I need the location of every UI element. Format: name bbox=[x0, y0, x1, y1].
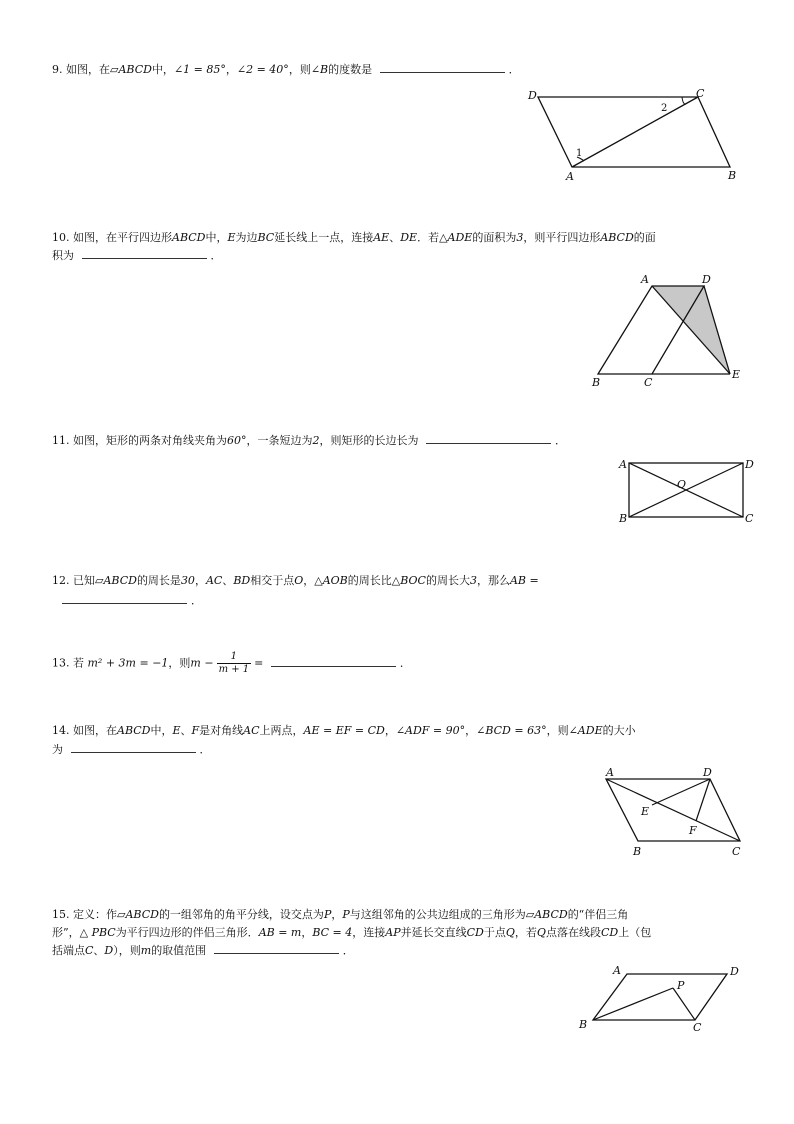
text: ．若 bbox=[417, 231, 440, 244]
question-14-line-2 bbox=[52, 738, 752, 762]
label-c: C bbox=[745, 512, 754, 525]
label-d: D bbox=[703, 766, 712, 779]
label-d: D bbox=[730, 965, 739, 978]
math: AP bbox=[385, 926, 401, 939]
math: ∠1 = 85° bbox=[173, 63, 226, 76]
text: 的一组邻角的角平分线，设交点为 bbox=[158, 908, 324, 921]
numerator: 1 bbox=[217, 651, 252, 664]
answer-blank[interactable] bbox=[380, 62, 505, 73]
text: 的周长是 bbox=[136, 574, 181, 587]
text: 与这组邻角的公共边组成的三角形为 bbox=[349, 908, 526, 921]
answer-blank[interactable] bbox=[426, 433, 551, 444]
math: ∠ADF = 90° bbox=[395, 724, 466, 737]
math: AE = EF = CD bbox=[303, 724, 385, 737]
figure-q15 bbox=[575, 962, 750, 1037]
math: △ADE bbox=[439, 231, 473, 244]
diagonal-ac bbox=[606, 779, 740, 841]
answer-blank[interactable] bbox=[271, 656, 396, 667]
math: ABCD bbox=[172, 231, 206, 244]
math: m − bbox=[190, 656, 214, 670]
diagonal-ac bbox=[572, 97, 698, 167]
label-b: B bbox=[619, 512, 628, 525]
math: 3 bbox=[469, 574, 477, 587]
math: E bbox=[227, 231, 236, 244]
math: ABCD bbox=[534, 908, 568, 921]
math: ABCD bbox=[117, 724, 151, 737]
question-number: 9. bbox=[52, 63, 63, 76]
math: O bbox=[294, 574, 304, 587]
text: ． bbox=[555, 434, 566, 447]
text: 为平行四边形的伴侣三角形． bbox=[115, 926, 259, 939]
text: 的大小 bbox=[602, 724, 636, 737]
text: ，则 bbox=[546, 724, 569, 737]
segment-de bbox=[652, 779, 710, 805]
math: 60° bbox=[227, 434, 247, 447]
math: AB = bbox=[509, 574, 539, 587]
text: = bbox=[254, 656, 264, 670]
text: 为边 bbox=[235, 231, 258, 244]
label-angle-1: 1 bbox=[576, 148, 583, 159]
text: ， bbox=[301, 926, 313, 939]
label-d: D bbox=[702, 273, 711, 286]
label-o: O bbox=[677, 478, 687, 491]
answer-blank[interactable] bbox=[82, 248, 207, 259]
math: △ PBC bbox=[79, 926, 116, 939]
text: ，则 bbox=[168, 656, 191, 670]
label-d: D bbox=[528, 89, 537, 102]
text: 的周长大 bbox=[425, 574, 470, 587]
label-d: D bbox=[745, 458, 754, 471]
text: ． bbox=[199, 743, 211, 756]
math: CD bbox=[466, 926, 484, 939]
fraction bbox=[217, 651, 252, 676]
text: ，若 bbox=[514, 926, 537, 939]
label-a: A bbox=[619, 458, 627, 471]
angle-2-arc bbox=[682, 97, 686, 104]
math: BC = 4 bbox=[312, 926, 353, 939]
question-number: 15. bbox=[52, 908, 70, 921]
question-15-line-3 bbox=[52, 939, 752, 963]
text: 延长线上一点，连接 bbox=[274, 231, 374, 244]
math: ABCD bbox=[118, 63, 152, 76]
math: BC bbox=[257, 231, 275, 244]
math: 3 bbox=[516, 231, 524, 244]
text: ，那么 bbox=[476, 574, 510, 587]
figure-q11 bbox=[615, 455, 755, 530]
figure-q10 bbox=[590, 270, 750, 390]
label-c: C bbox=[693, 1021, 702, 1034]
math: AC bbox=[205, 574, 223, 587]
math: ABCD bbox=[125, 908, 159, 921]
math: 30 bbox=[180, 574, 195, 587]
parallelogram-symbol: ▱ bbox=[117, 908, 126, 921]
question-number: 11. bbox=[52, 434, 70, 447]
answer-blank[interactable] bbox=[214, 943, 339, 954]
math: E bbox=[172, 724, 181, 737]
label-b: B bbox=[579, 1018, 588, 1031]
answer-blank[interactable] bbox=[62, 593, 187, 604]
text: 的面积为 bbox=[472, 231, 517, 244]
question-number: 10. bbox=[52, 231, 70, 244]
text: ， bbox=[384, 724, 396, 737]
text: 如图，在平行四边形 bbox=[73, 231, 172, 244]
math: m² + 3m = −1 bbox=[87, 656, 169, 670]
label-c: C bbox=[696, 87, 705, 100]
question-13 bbox=[52, 651, 752, 676]
text: 相交于点 bbox=[250, 574, 295, 587]
text: 的“伴侣三角 bbox=[567, 908, 629, 921]
text: ． bbox=[191, 594, 202, 607]
segment-pc bbox=[673, 988, 695, 1020]
text: ． bbox=[342, 944, 354, 957]
math: ∠B bbox=[310, 63, 329, 76]
text: ， bbox=[331, 908, 343, 921]
text: ． bbox=[508, 63, 520, 76]
text: ． bbox=[399, 656, 411, 670]
question-9 bbox=[52, 58, 752, 82]
label-c: C bbox=[644, 376, 653, 389]
label-b: B bbox=[728, 169, 737, 182]
text: 、 bbox=[180, 724, 192, 737]
figure-q14 bbox=[600, 765, 750, 860]
text: 中， bbox=[205, 231, 228, 244]
question-12-line-2 bbox=[58, 589, 758, 613]
math: ABCD bbox=[600, 231, 634, 244]
math: △BOC bbox=[391, 574, 426, 587]
text: ，则平行四边形 bbox=[523, 231, 601, 244]
math: ∠2 = 40° bbox=[236, 63, 289, 76]
math: Q bbox=[505, 926, 515, 939]
question-number: 12. bbox=[52, 574, 70, 587]
answer-blank[interactable] bbox=[71, 742, 196, 753]
text: 中， bbox=[151, 63, 174, 76]
text: 如图，在 bbox=[66, 63, 110, 76]
math: AB = m bbox=[258, 926, 302, 939]
text: 如图，在 bbox=[73, 724, 117, 737]
text: ，一条短边为 bbox=[246, 434, 313, 447]
label-e: E bbox=[641, 805, 650, 818]
text: ． bbox=[210, 249, 222, 262]
text: ， bbox=[194, 574, 206, 587]
label-a: A bbox=[606, 766, 614, 779]
label-a: A bbox=[566, 170, 574, 183]
label-a: A bbox=[641, 273, 649, 286]
text: 中， bbox=[150, 724, 173, 737]
math: P bbox=[323, 908, 332, 921]
label-e: E bbox=[732, 368, 741, 381]
text: 、 bbox=[222, 574, 234, 587]
text: 若 bbox=[73, 656, 84, 670]
math: D bbox=[104, 944, 114, 957]
text: 括端点 bbox=[52, 944, 85, 957]
figure-q9 bbox=[520, 85, 750, 185]
text: 上两点， bbox=[259, 724, 304, 737]
text: ，则 bbox=[288, 63, 311, 76]
parallelogram-symbol: ▱ bbox=[525, 908, 535, 921]
text: ，则矩形的长边长为 bbox=[319, 434, 419, 447]
math: 2 bbox=[312, 434, 320, 447]
text: 的度数是 bbox=[328, 63, 373, 76]
text: 的取值范围 bbox=[151, 944, 207, 957]
math: Q bbox=[536, 926, 546, 939]
label-b: B bbox=[633, 845, 642, 858]
text: 是对角线 bbox=[199, 724, 244, 737]
label-b: B bbox=[592, 376, 601, 389]
math: P bbox=[342, 908, 350, 921]
math: CD bbox=[600, 926, 619, 939]
math: C bbox=[85, 944, 94, 957]
label-c: C bbox=[732, 845, 741, 858]
label-angle-2: 2 bbox=[661, 103, 668, 114]
question-10-line-2 bbox=[52, 244, 752, 268]
math: △AOB bbox=[314, 574, 348, 587]
question-11 bbox=[52, 429, 752, 453]
segment-df bbox=[696, 779, 710, 821]
text: 、 bbox=[389, 231, 401, 244]
label-a: A bbox=[613, 964, 621, 977]
text: 、 bbox=[93, 944, 105, 957]
label-f: F bbox=[689, 824, 697, 837]
text: 为 bbox=[52, 743, 63, 756]
label-p: P bbox=[677, 979, 685, 992]
text: 如图，矩形的两条对角线夹角为 bbox=[73, 434, 227, 447]
text: 点落在线段 bbox=[545, 926, 601, 939]
math: ∠BCD = 63° bbox=[476, 724, 547, 737]
text: 并延长交直线 bbox=[400, 926, 467, 939]
question-number: 14. bbox=[52, 724, 70, 737]
math: F bbox=[191, 724, 200, 737]
text: ， bbox=[225, 63, 237, 76]
text: ），则 bbox=[113, 944, 141, 957]
text: 定义：作 bbox=[73, 908, 117, 921]
text: 的面 bbox=[633, 231, 656, 244]
text: ，连接 bbox=[352, 926, 386, 939]
text: 积为 bbox=[52, 249, 74, 262]
parallelogram-symbol: ▱ bbox=[110, 63, 119, 76]
denominator: m + 1 bbox=[218, 664, 250, 675]
text: 于点 bbox=[483, 926, 506, 939]
text: 已知 bbox=[73, 574, 95, 587]
text: ， bbox=[465, 724, 477, 737]
math: AE bbox=[373, 231, 390, 244]
math: m bbox=[140, 944, 152, 957]
text: 的周长比 bbox=[347, 574, 392, 587]
text: ， bbox=[303, 574, 315, 587]
math: DE bbox=[400, 231, 418, 244]
math: ABCD bbox=[103, 574, 137, 587]
parallelogram-symbol: ▱ bbox=[95, 574, 104, 587]
math: AC bbox=[243, 724, 260, 737]
math: BD bbox=[233, 574, 251, 587]
text: 上（包 bbox=[618, 926, 652, 939]
parallelogram-abcd bbox=[593, 974, 727, 1020]
question-number: 13. bbox=[52, 656, 70, 670]
text: 形”， bbox=[52, 926, 80, 939]
math: ∠ADE bbox=[568, 724, 603, 737]
